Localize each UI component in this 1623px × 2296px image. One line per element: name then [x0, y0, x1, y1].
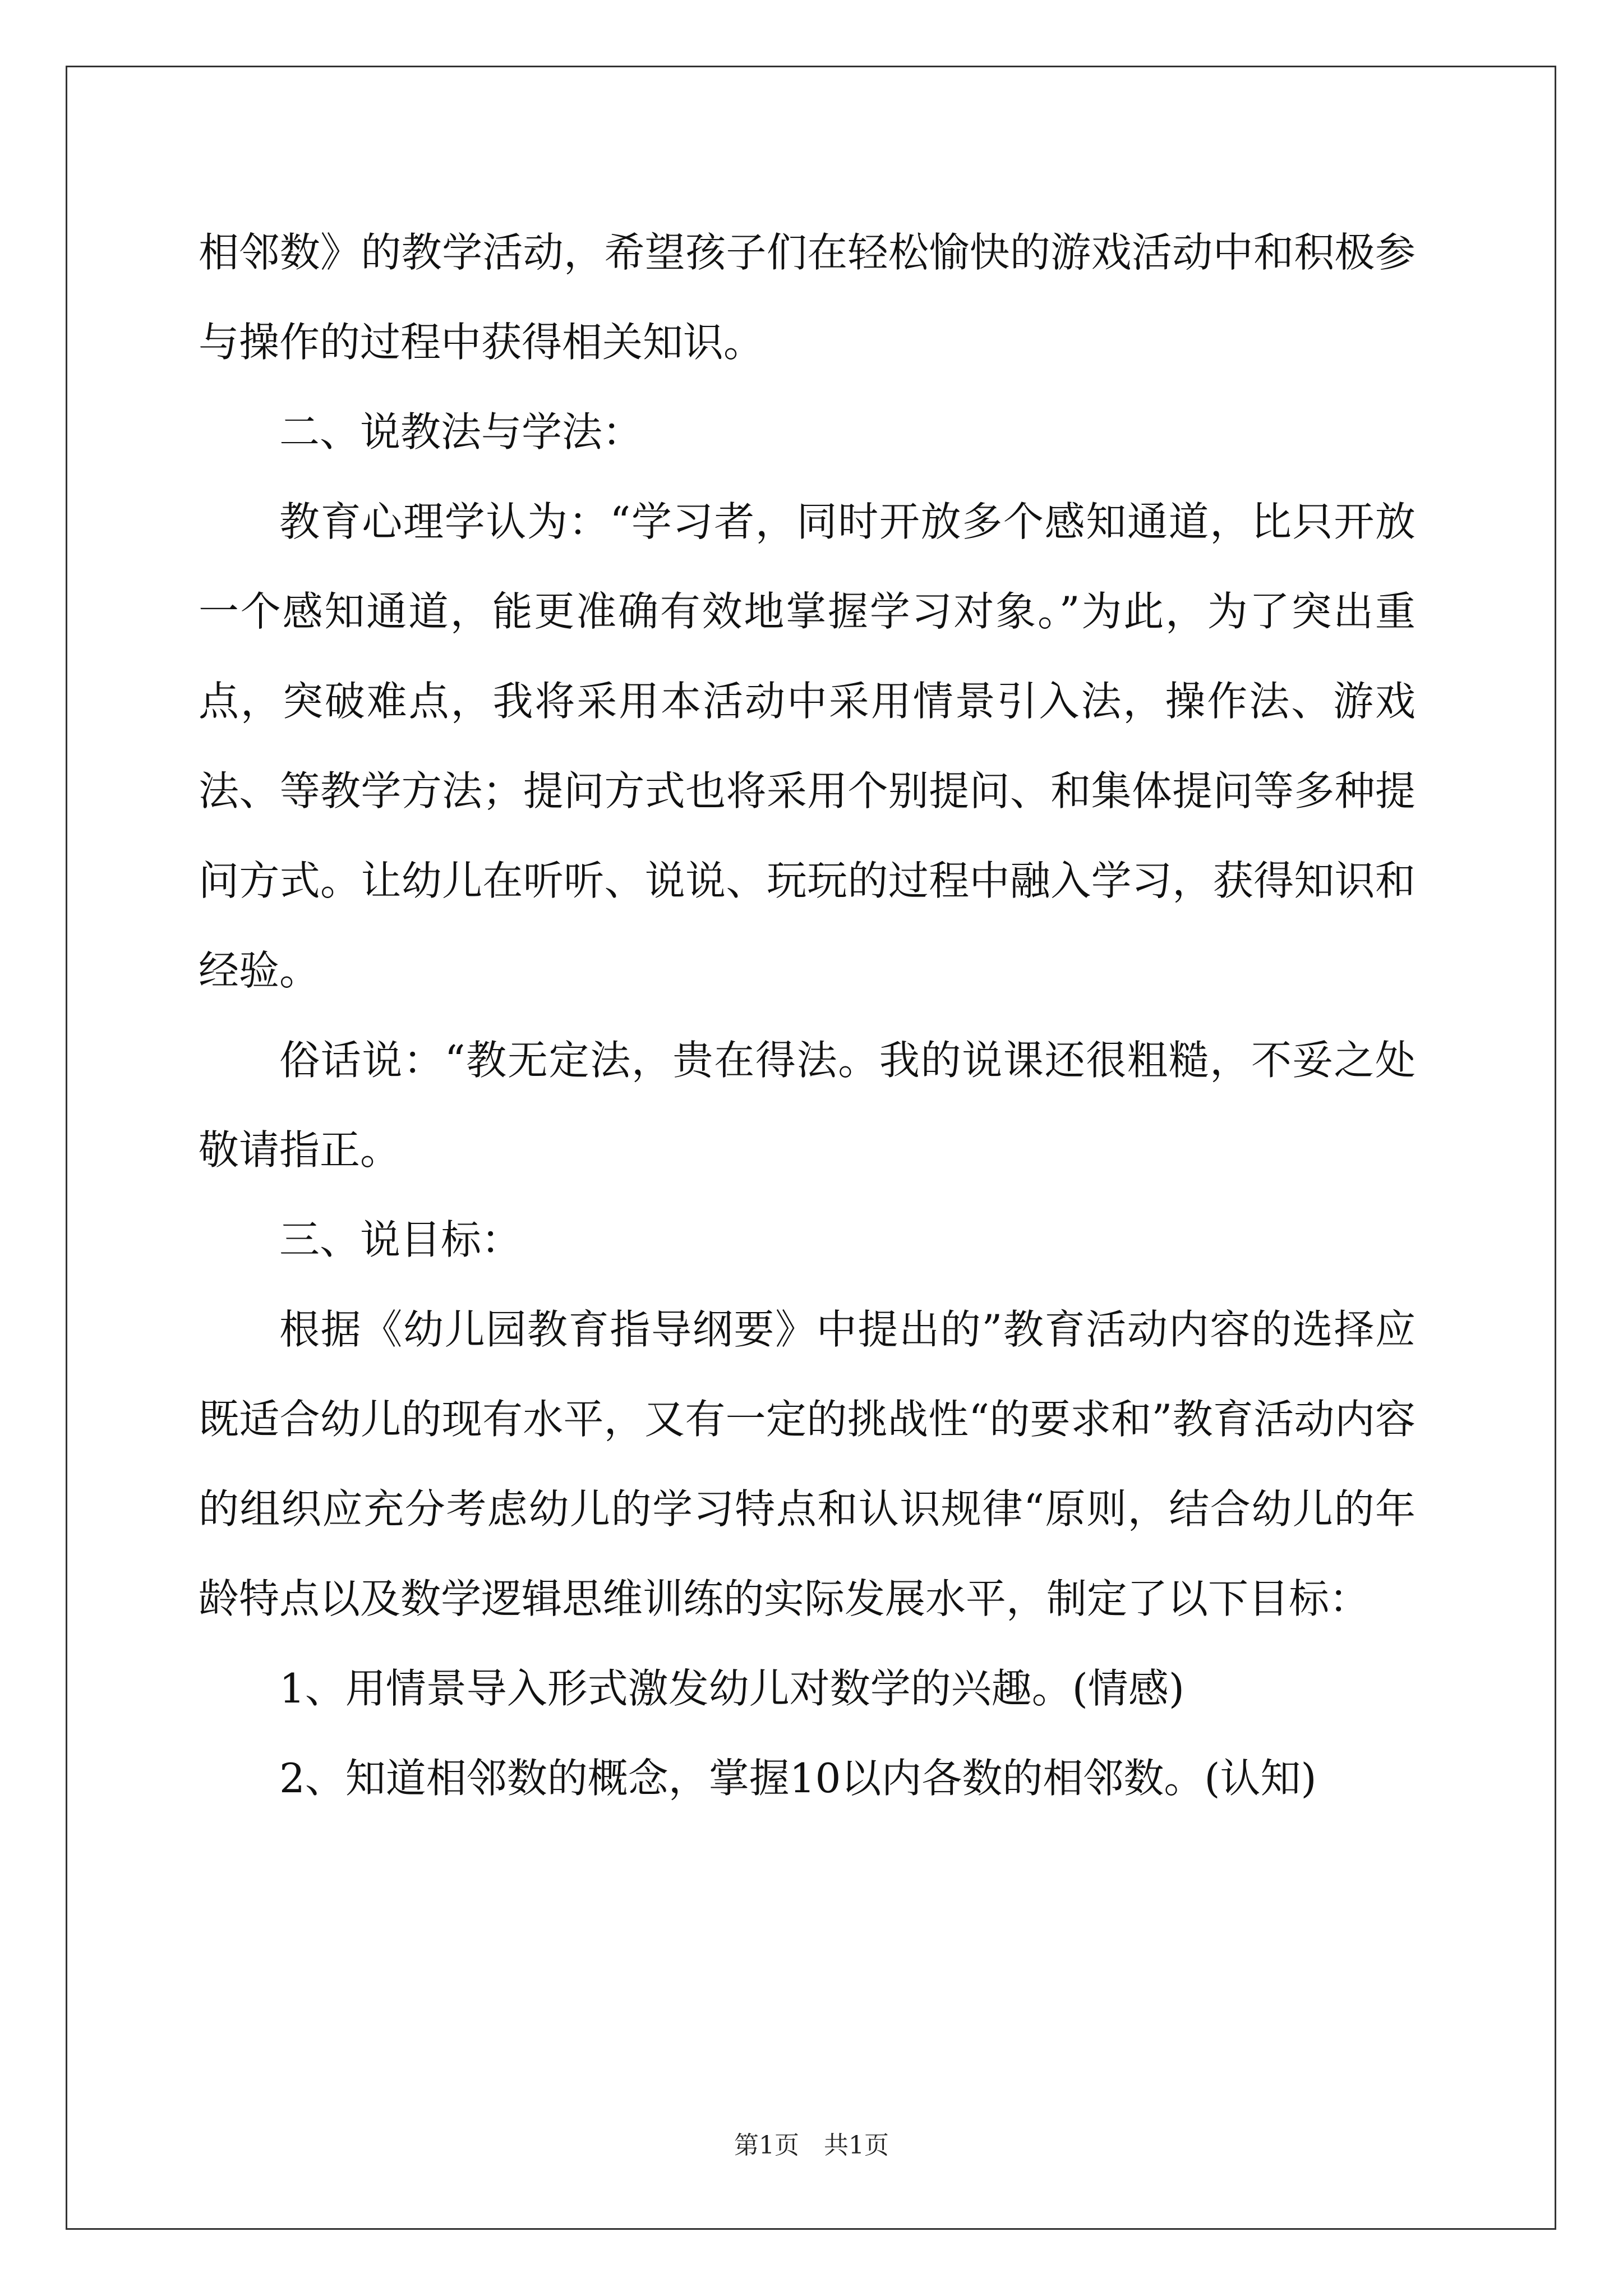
paragraph-continuation: 相邻数》的教学活动，希望孩子们在轻松愉快的游戏活动中和积极参与操作的过程中获得相关知识。: [199, 229, 1415, 366]
page-footer: 第1页 共1页: [734, 2131, 889, 2160]
goal-item-1: 1、用情景导入形式激发幼儿对数学的兴趣。(情感): [279, 1665, 1184, 1712]
paragraph-proverb: 俗话说：“教无定法，贵在得法。我的说课还很粗糙，不妥之处敬请指正。: [199, 1037, 1415, 1174]
paragraph-psychology: 教育心理学认为：“学习者，同时开放多个感知通道，比只开放一个感知通道，能更准确有效地掌握学习对象。”为此，为了突出重点，突破难点，我将采用本活动中采用情景引入法，操作法、游戏法、等教学方法；提问方式也将采用个别提问、和集体提问等多种提问方式。让幼儿在听听、说说、玩玩的过程中融入学习，获得知识和经验。: [199, 498, 1415, 994]
paragraph-guideline: 根据《幼儿园教育指导纲要》中提出的”教育活动内容的选择应既适合幼儿的现有水平，又有一定的挑战性“的要求和”教育活动内容的组织应充分考虑幼儿的学习特点和认识规律“原则，结合幼儿的年龄特点以及数学逻辑思维训练的实际发展水平，制定了以下目标：: [199, 1306, 1415, 1622]
section-heading-methods: 二、说教法与学法：: [279, 408, 643, 455]
document-body: [199, 208, 1415, 1823]
section-heading-goals: 三、说目标：: [279, 1216, 522, 1263]
goal-item-2: 2、知道相邻数的概念，掌握10以内各数的相邻数。(认知): [279, 1755, 1317, 1802]
